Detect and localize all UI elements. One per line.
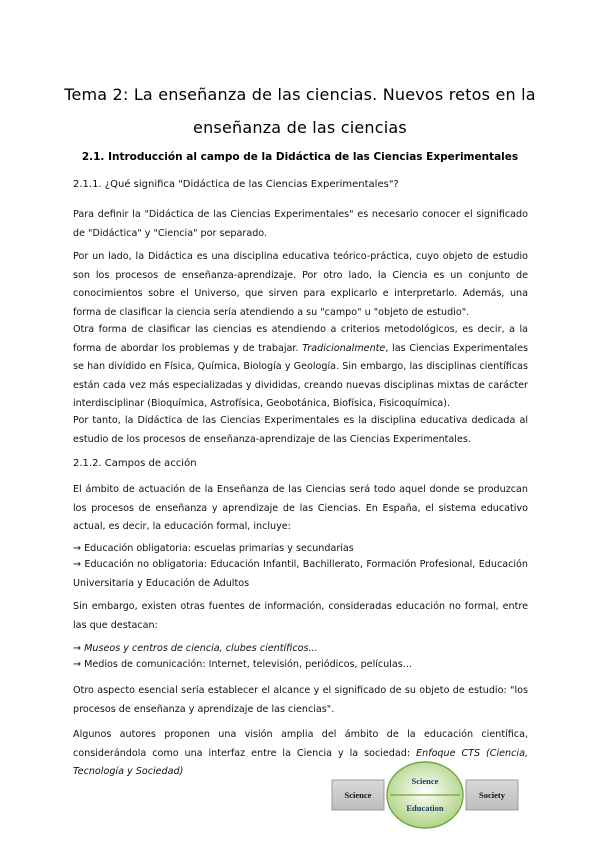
subheading-2-1-1: 2.1.1. ¿Qué significa "Didáctica de las Ciencias Experimentales"?: [73, 179, 399, 190]
paragraph-classification-end: , las Ciencias Experimentales se han dividido en Física, Química, Biología y Geología. Sin embargo, las disciplinas científicas están cada vez más especializadas y divididas, creando nuevas disciplinas mixtas de carácter interdisciplinar (Bioquímica, Astrofísica, Geobotánica, Biofísica, Fisicoquímica).: [73, 342, 528, 409]
list-item-formal-2: → Educación no obligatoria: Educación Infantil, Bachillerato, Formación Profesional, Educación Universitaria y Educación de Adultos: [73, 559, 528, 589]
label-education: Education: [406, 803, 444, 813]
paragraph-no-formal: Sin embargo, existen otras fuentes de información, consideradas educación no formal, entre las que destacan:: [73, 601, 528, 631]
section-heading: 2.1. Introducción al campo de la Didáctica de las Ciencias Experimentales: [81, 151, 519, 163]
paragraph-classification: [73, 321, 528, 414]
page-title-line-2: enseñanza de las ciencias: [193, 118, 407, 137]
paragraph-didactica-ciencia: Por un lado, la Didáctica es una disciplina educativa teórico-práctica, cuyo objeto de estudio son los procesos de enseñanza-aprendizaje. Por otro lado, la Ciencia es un conjunto de conocimientos sobre el Universo, que sirven para explicarlo e interpretarlo. Además, una forma de clasificar la ciencia sería atendiendo a su "campo" u "objeto de estudio".: [73, 251, 528, 318]
paragraph-conclusion: Por tanto, la Didáctica de las Ciencias Experimentales es la disciplina educativa dedicada al estudio de los procesos de enseñanza-aprendizaje de las Ciencias Experimentales.: [73, 415, 528, 445]
paragraph-classification-italic: Tradicionalmente: [302, 342, 386, 354]
paragraph-classification-start: Otra forma de clasificar las ciencias es atendiendo a criterios metodológicos, es decir, a la forma de abordar los problemas y de trabajar.: [73, 324, 528, 354]
label-society: Society: [479, 790, 505, 800]
page-title-line-1: Tema 2: La enseñanza de las ciencias. Nuevos retos en la: [64, 85, 536, 104]
list-item-formal-1: → Educación obligatoria: escuelas primarias y secundarias: [73, 543, 354, 554]
paragraph-objeto: Otro aspecto esencial sería establecer el alcance y el significado de su objeto de estudio: "los procesos de enseñanza y aprendizaje de las ciencias".: [73, 685, 528, 715]
subheading-2-1-2: 2.1.2. Campos de acción: [73, 458, 197, 469]
label-science-left: Science: [344, 790, 372, 800]
paragraph-definition: Para definir la "Didáctica de las Ciencias Experimentales" es necesario conocer el significado de "Didáctica" y "Ciencia" por separado.: [73, 209, 528, 239]
list-item-nonformal-1: → Museos y centros de ciencia, clubes científicos...: [73, 643, 318, 654]
label-science-top: Science: [411, 776, 439, 786]
paragraph-cts-start: Algunos autores proponen una visión amplia del ámbito de la educación científica, considerándola como una interfaz entre la Ciencia y la sociedad:: [73, 729, 528, 759]
list-item-nonformal-2: → Medios de comunicación: Internet, televisión, periódicos, películas...: [73, 659, 412, 670]
paragraph-cts-italic: Enfoque CTS (Ciencia, Tecnología y Sociedad): [73, 747, 528, 777]
paragraph-campos: El ámbito de actuación de la Enseñanza de las Ciencias será todo aquel donde se produzcan los procesos de enseñanza y aprendizaje de las Ciencias. En España, el sistema educativo actual, es decir, la educación formal, incluye:: [73, 484, 528, 532]
cts-diagram: [330, 760, 530, 830]
